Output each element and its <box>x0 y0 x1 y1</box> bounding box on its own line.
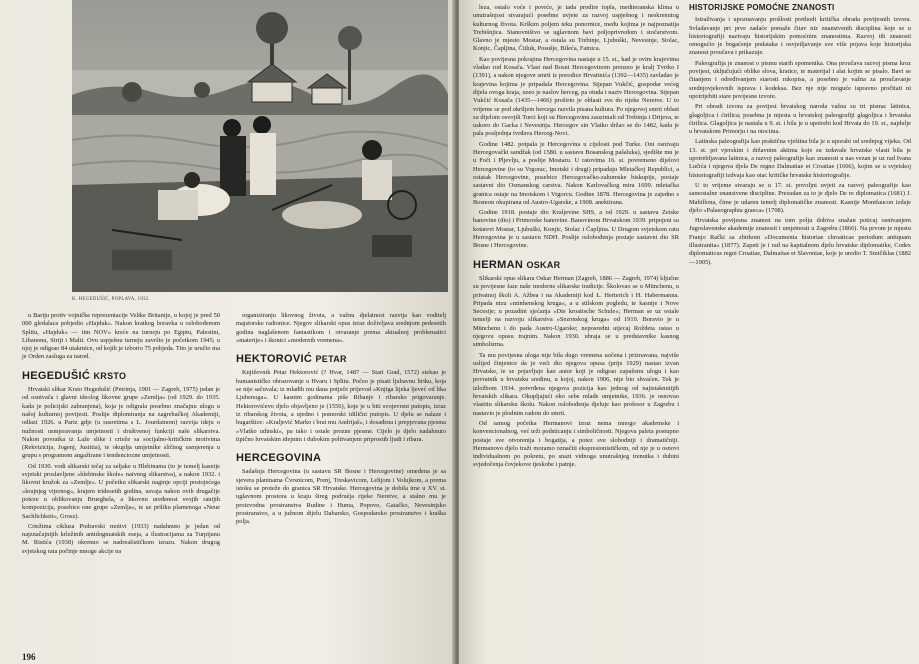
entry-surname: HEKTOROVIĆ <box>236 353 313 366</box>
paragraph: organiziranju likovnog života, a važnu djelatnost razvija kao voditelj majstorske radionice. Njegov slikarski opus izraz doživljava srednjom pedesetih godina naglašenom fantastikom i otvaranje prema aktualnoj problematici »materije« i ikonici »modernih vremena«. <box>236 312 446 344</box>
right-page <box>459 0 919 664</box>
paragraph: Kao povijesna pokrajina Hercegovina nastaje u 15. st., kad je ovim krajevima vladao rod Kosača. Vlast nad Bosni Hercegovinom preuzeo je kralj Tvrtko I (1391), a nakon njegove smrti iz porodice Hrvatinića (1392—1435) zavladao je krajevina kojima je pripadala Hercegovina. Stjepan Vukčić, gospodar većeg dijela ovoga kraja, uzeo je naslov herceg, pa otuda i naziv Hercegovina. Stjepan Vukčić Kosača (1435—1466) proširio je oblasti sve do rijeke Neretve. U to vrijeme se pod okriljem hercega razvila pisana kultura. Po njegovoj smrti oblast su dijelom osvojili Turci koji su Hercegovinu zauzimali od Trebinja i Drijeva, te uskoro do Gacka i Nevesinja. Hercegov sin Vlatko držao se do 1482, kada je pala posljednja tvrđava Herceg-Novi. <box>473 55 679 138</box>
painting-caption: K. HEGEDUŠIĆ, POPLAVA, 1932. <box>72 297 150 302</box>
paragraph: Istraživanja i upoznavanju prošlosti prethodi kritička obrada povijesnih izvora. Svladavanje pri prve zadaće pomaže čitav niz znanstvenih disciplina koje se u historiografiji nazivaju historijskim pomoćnim znanostima. Razvoj tih znanosti omogućio je bogaćenje podataka i osvjetljavanje sve više pojava koje historijska znanost proučava i prikazuje. <box>689 16 911 57</box>
paragraph: Pri obradi izvora za povijest hrvatskog naroda važna su tri pisma: latinica, glagoljica i ćirilica; posebna je mjesta u hrvatskoj paleografiji glagoljica i hrvatska ćirilica. Glagoljica je nastala u 9. st. i bila je u upotrebi kod Hrvata do 19. st., najdulje u hrvatskom Primorju i na otocima. <box>689 103 911 136</box>
entry-first-name: KRSTO <box>93 370 127 381</box>
paragraph: Godine 1918. postaje dio Kraljevine SHS, a od 1929. u sastavu Zetske banovine (dio) i Primorske banovine. Banovinom Hrvatskom 1939. pripojeni su kotarevi Mostar, Ljubuški, Konjic, Stolac i Čapljina. U Drugom svjetskom ratu Hercegovina je u sastavu NDH. Poslije oslobođenja postaje sastavni dio SR Bosne i Hercegovine. <box>473 209 679 250</box>
painting-image <box>72 0 448 292</box>
entry-surname: HEGEDUŠIĆ <box>22 369 91 382</box>
right-column-1 <box>473 4 679 472</box>
entry-heading-hercegovina <box>236 452 446 465</box>
paragraph: Slikarski opus slikara Oskar Herman (Zagreb, 1886 — Zagreb, 1974) ključne su povijesne faze naše moderne slikarske tradicije. Školovao se u Münchenu, u privatnoj školi A. Ažbea i na Akademiji kod L. Herterich i H. Habermanna. Pripada nizu »minhenskog kruga«, a u stilskom pogledu, te kasnije i Nove Secesije; u pozadini sjećanja »Die kroatische Schule«; Herman se uz ostale temelji na razvoju slikarstva »Sezonskog kruga« od 1910. Boravio je u Münchenu i do pada Austro-Ugarske; neposredni utjecaj Roždeta ostao u njegovu opusu trajnim. Nakon 1930. ubraja se u predstavnike kasnog simbolizma. <box>473 274 679 349</box>
paragraph: Latinska paleografija kao praktična vještina bila je u uporabi od srednjeg vijeka. Od 13. st. pri vjerskim i državnim aktima koje su izdavale hrvatske vlasti bila je upotrebljavana latinica, a razvoj paleografije kao znanosti u nas vezan je uz rad Ivana Lučića i njegova djela De regno Dalmatiae et Croatiae (1666), kojim se u svjetskoj historiografiji izdvaja kao otac kritičke hrvatske historiografije. <box>689 138 911 179</box>
left-page <box>0 0 456 664</box>
entry-heading-hegedusic <box>22 369 220 382</box>
paragraph: Od samog početka Hermanovi izraz nema mnogo akademske i konvencionalnog, već teži podsticanju i simboličnosti. Njegova paleta postupno postaje sve otvorenija i bogatija, a potez sve slobodniji i dramatičniji. Hermanovo djelo traži moramo označiti ekspresionističkom, od nje je u osnovi individualnom po pokretu, po snazi vidnoga unutrašnjeg trenutka i dubini svjedočenja čovjekove tjeskobe i patnje. <box>473 419 679 469</box>
paragraph: Književnik Petar Hektorović (? Hvar, 1487 — Stari Grad, 1572) stekao je humanističko obrazovanje u Hvaru i Splitu. Počeo je pisati ljubavnu liriku, koja se nije sačuvala; iz mlađih mu dana potječe prijevod »Knjiga lijeka ljeveć od lika Ljubenoga«. U kasnim godinama piše Ribanje i ribarsko prigovaranje. Hektorovićevo djelo objavljeno je (1556), koje je u biti svojevrsni putopis, izraz iz ribarskog života, a ujedno i pomorski idilični putopis. U djelu se nalaze i bugarštice: »Kraljević Marko i brat mu Andrijaš«, i dosađena i prepjevana pjesma »Vlatko udinski«, pa tako i ostale prozne pjesme. Cijelo je djelo nadahnuto tipično hrvatskim idejnim i dubokim poltivanjem priprostih ljudi i ribara. <box>236 369 446 443</box>
paragraph: leza, ostalo voće i povrće, je tada prodire topla, mediteranska klima u unutrašnjost stvarajući posebne uvjete za razvoj uspješnog i neskrenutog kulturnog života. Krškim poljem teku ponornice, među kojima je najpoznatija Trebišnjica. Stanovništvo se uglavnom bavi poljoprivredom i stočarstvom. Glavno je mjesto Mostar, a ostala su Trebinje, Ljubuški, Nevesinje, Stolac, Konjic, Čapljina, Čitluk, Posušje, Bileća, Fatnica. <box>473 4 679 53</box>
entry-first-name: OSKAR <box>526 259 561 270</box>
entry-surname: HERMAN <box>473 258 524 271</box>
left-column-2 <box>236 312 446 529</box>
paragraph: Hrvatska povijesna znanost na tom polju dobiva snažan poticaj osnivanjem Jugoslavenske akademije znanosti i umjetnosti u Zagrebu (1866). Na prvom je mjestu Franjo Rački sa zbirkom »Documenta historiae chroaticae periodum antiquam illustrantia« (1877). Zapeti je i rad na kapitalnom djelu hrvatske diplomatike, Codex diplomaticus regni Croatiae, Dalmatiae et Slavoniae, koje je uredio T. Smičiklas (1882—1905). <box>689 217 911 266</box>
paragraph: Godine 1482. potpala je Hercegovina u cijelosti pod Turke. Oni osnivaju Hercegovački sandžak (od 1580. u sastavu Bosanskog pašaluka), sjedište mu je u Foči i Pljevlju, a poslije Mostaru. U ratovima 16. st. povremeno dijelovi Hercegovine (to su Vrgorac, Imotski i drugi) pripadaju Mletačkoj Republici, a ostatak Hercegovine, posebice Hercegovačko-zahumske biskupije, postaje sastavni dio Osmanskog carstva. Nakon Karlovačkog mira 1699. mletačka granica ostaje na Imotskom i Vrgorcu. Godine 1878. Hercegovina je zajedno s Bosnom okupirana od Austro-Ugarske, a 1908. anektirana. <box>473 140 679 206</box>
paragraph: Sadašnja Hercegovina (u sastavu SR Bosne i Hercegovine) omeđena je sa sjevera planinama Čvrsnicom, Prenj, Treskavicom, Lelijom i Volujkom, a prema istoku se proteže do granica SR Hrvatske. Hercegovina je dobila ime u XV. st. uglavnom prostora u kraju šireg podruèja rijeke Neretve, a stalno mu je proizvodna prostranstva Rudine i Huma, Popovo, Gatačko, Nevesinjsko prostranstvo, a u južnom dijelu Dabarsko, Gospodarsko prostranstvo i kraška polja. <box>236 468 446 526</box>
page-number: 196 <box>22 652 36 662</box>
paragraph: Hrvatski slikar Krsto Hegedušić (Petrinja, 1901 — Zagreb, 1975) jedan je od osnivača i glavni ideolog likovne grupe »Zemlja« (od 1929. do 1935. kada je policijski zabranjena), koja je odigrala posebno značajnu ulogu u našoj kulturnoj povijesti. Poslije diplomiranja na zagrebačkoj Akademiji, odlazi 1926. u Pariz gdje (u susretima s L. Jourdainom) razvija ideju o nužnosti usmjeravanja umjetnosti i društvenoj funkciji naše slikarstva. Nakon povratka iz Laže slike i crteže sa socijalno-kritičkim motivima (Rekvizicija, Jogenj, Justitia), te okuplja umjetnike sličnog usmjerenja u grupu s programom angažirane i tendenciozne umjetnosti. <box>22 386 220 460</box>
entry-heading-hektorovic <box>236 353 446 366</box>
painting-illustration <box>72 0 448 292</box>
entry-surname: HERCEGOVINA <box>236 452 322 465</box>
left-column-1 <box>22 312 220 558</box>
paragraph: Ta mu povijesna uloga nije bila dugo vremena uočena i priznavana, najviše uslijed činjenice da je veći dio njegova opusa (prije 1929) nastao izvan Hrvatske, te se pojavljuje kao autor koji je odigrao zapaženu ulogu i kao povratnik u hrvatsku sredinu, u kojoj, nakon 1906, nije bio shvaćen. Tek je izložbom 1934. potvrđena njegova pozicija kao jednog od najistaknutijih hrvatskih slikara. Okupljajući oko sebe mlađe umjetnike, 1936. je osnovao vlastitu slikarsku školu. Nakon oslobođenja djeluje kao profesor u Zagrebu i nastavio je plodnim radom do smrti. <box>473 351 679 417</box>
entry-first-name: PETAR <box>315 354 347 365</box>
entry-heading-historijske: HISTORIJSKE POMOĆNE ZNANOSTI <box>689 3 835 12</box>
paragraph: Paleografija je znanost o pismu starih spomenika. Ona proučava razvoj pisma kroz povijest, uključujući oblike slova, kratice, te materijal i alat kojim se pisalo. Bavi se čitanjem i određivanjem starosti rukopisa, a posebno je važna za proučavanje srednjovjekovnih isprava i kodeksa. Bez nje nije moguće ispravno pročitati ni upotrijebiti stare povijesne izvore. <box>689 59 911 100</box>
entry-heading-herman <box>473 258 679 271</box>
paragraph: u Bariju protiv vojničke reprezentacije Velike Britanije, u kojoj je pred 50 000 gledalaca pobjedio »Hajduk«. Nakon kratkog boravka u oslobođenom Splitu, »Hajduk« — tim NOV« kreće na turneju po Egiptu, Palestini, Libanonu, Siriji i Malti. Ovu uspješnu turneju završio je početkom 1945; u njoj je odigrao 84 utakmice, od kojih je izborio 75 pobjeda. Tito je uručio ma je Orden zasluga za narod. <box>22 312 220 361</box>
paragraph: U to vrijeme stvaraju se u 17. st. povoljni uvjeti za razvoj paleografije kao samostalne znanstvene discipline. Presudan za to je djelo De re diplomatica (1681) J. Mabillona, čime je udaren temelj diplomatičke znanosti. Kasnije Montfaucon izdaje djelo »Palaeographia graeca« (1708). <box>689 181 911 214</box>
paragraph: Crtežima ciklusa Podravski motivi (1933) nadahnuto je jedan od najznačajnijih krležinih antidogmatskih eseja, a ilustracijama za Turpijanu M. Ristića (1938) okrenuo se nadrealističkom izrazu. Nakon drugog svjetskog rata počinje mnoge akcije na <box>22 522 220 555</box>
right-column-2 <box>689 4 911 269</box>
paragraph: Od 1930. vodi slikarski tečaj za seljake u Hlebinama (to je temelj kasnije svjetski proslavljene »hlebinske škole« naivnog slikarstva), a nakon 1932. i likovni kružok za »Zemlje«. U početku slikarski naginje opciji postojećega »krajnjeg vijernog«, krajem tridesetih godina, usvaja nakon ovih drugačije poteze u oblikovanju Brueghela, a likovnu uređenost svojih ranijih kompozicija, posebice one grupe »Zemlja«, te uz priliku plamenoga »Neue Sachlichkeit«, Grosz). <box>22 462 220 520</box>
